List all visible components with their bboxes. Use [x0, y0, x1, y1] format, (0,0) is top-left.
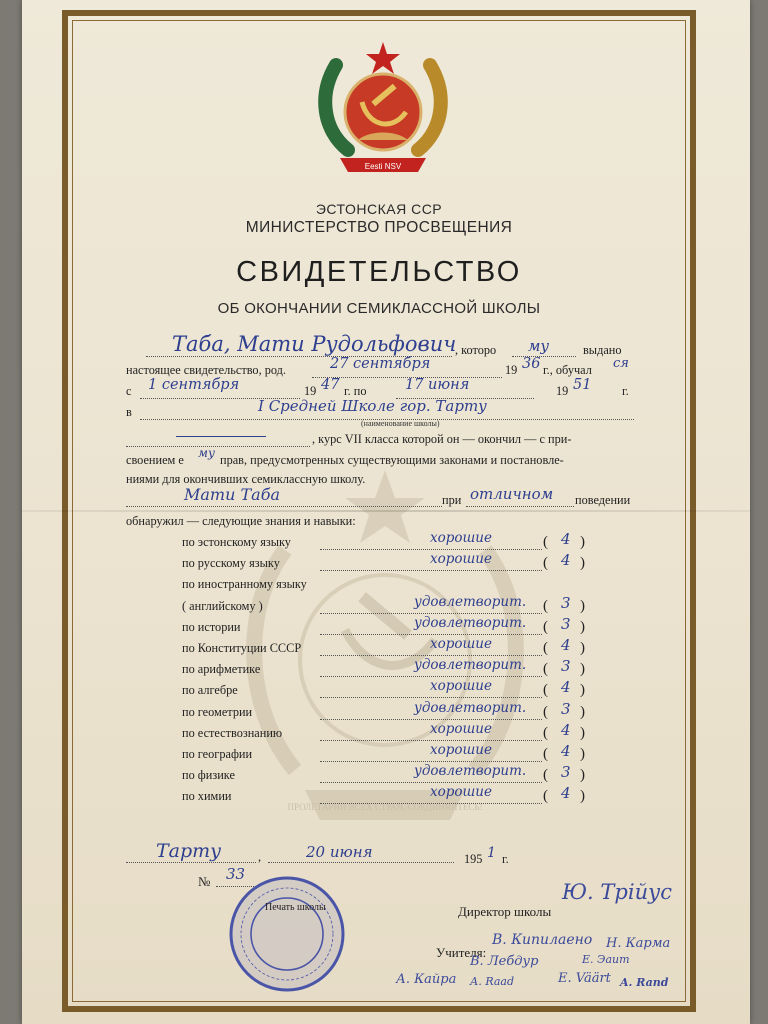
- grade-subject: по физике: [182, 768, 235, 783]
- number-label: №: [198, 874, 211, 889]
- birth-year: 36: [522, 356, 541, 372]
- footer-date: 20 июня: [306, 843, 373, 861]
- grade-underline: [320, 740, 542, 741]
- score-close-paren: ): [580, 682, 585, 699]
- grade-word: удовлетворит.: [414, 657, 527, 674]
- from-label: с: [126, 384, 132, 398]
- para3: ниями для окончивших семиклассную школу.: [126, 472, 366, 486]
- end-date: 17 июня: [405, 377, 470, 393]
- para2-end: прав, предусмотренных существующими законами и постановле-: [220, 453, 564, 467]
- teacher-signature-6: А. Raad: [470, 975, 515, 988]
- footer-city: Тарту: [156, 840, 222, 862]
- line2-label: настоящее свидетельство, род.: [126, 363, 286, 377]
- footer-year-prefix: 195: [464, 852, 483, 866]
- score-open-paren: (: [543, 618, 548, 635]
- grade-score: 3: [561, 763, 571, 782]
- grade-word: хорошие: [430, 720, 492, 737]
- teacher-signature-3: В. Лебдур: [470, 954, 539, 969]
- grade-score: 3: [561, 614, 571, 633]
- teacher-signature-4: Е. Эаит: [582, 953, 630, 966]
- school-stamp-icon: [226, 873, 348, 995]
- score-close-paren: ): [580, 767, 585, 784]
- in-label: в: [126, 405, 132, 419]
- start-year-prefix: 19: [304, 384, 317, 398]
- student-short-underline: [126, 506, 442, 507]
- director-label: Директор школы: [458, 904, 552, 919]
- school-caption: (наименование школы): [361, 419, 440, 428]
- grade-underline: [320, 719, 542, 720]
- grade-subject: по русскому языку: [182, 556, 280, 571]
- footer-year-digit: 1: [487, 845, 496, 861]
- score-close-paren: ): [580, 724, 585, 741]
- grade-subject: по эстонскому языку: [182, 535, 291, 549]
- povedenii-label: поведении: [575, 493, 631, 507]
- score-open-paren: (: [543, 767, 548, 784]
- grade-word: хорошие: [430, 551, 492, 568]
- grade-word: хорошие: [430, 784, 492, 801]
- student-short-name: Мати Таба: [184, 485, 280, 504]
- score-open-paren: (: [543, 640, 548, 656]
- pri-label: при: [442, 493, 462, 507]
- grade-underline: [320, 676, 542, 677]
- city-comma: ,: [258, 850, 262, 864]
- score-close-paren: ): [580, 555, 585, 572]
- header-ssr: ЭСТОНСКАЯ ССР: [315, 201, 443, 217]
- start-year: 47: [321, 377, 340, 393]
- score-open-paren: (: [543, 788, 548, 805]
- watermark-motto: ПРОЛЕТАРИИ ВСЕХ СТРАН, СОЕДИНЯЙТЕСЬ!: [287, 802, 483, 812]
- birth-year-prefix: 19: [505, 363, 518, 377]
- teacher-signature-8: A. Rand: [620, 976, 669, 989]
- document-subtitle: ОБ ОКОНЧАНИИ СЕМИКЛАССНОЙ ШКОЛЫ: [217, 300, 541, 317]
- estonian-ssr-emblem-icon: [318, 40, 448, 185]
- end-g-label: г.: [622, 384, 629, 398]
- grade-score: 4: [561, 784, 571, 803]
- score-close-paren: ): [580, 597, 585, 614]
- obnaruzhil-label: обнаружил — следующие знания и навыки:: [126, 514, 356, 528]
- obuchal-label: г., обучал: [543, 363, 592, 377]
- grade-underline: [320, 613, 542, 614]
- grade-underline: [320, 634, 542, 635]
- grade-score: 4: [561, 530, 571, 548]
- grade-subject: по истории: [182, 619, 241, 634]
- grade-score: 4: [561, 636, 571, 654]
- grade-word: хорошие: [430, 678, 492, 695]
- grade-subject: по химии: [182, 789, 232, 804]
- grade-word: удовлетворит.: [414, 593, 527, 610]
- date-underline: [268, 862, 454, 863]
- end-year: 51: [573, 377, 592, 393]
- score-close-paren: ): [580, 661, 585, 678]
- grade-subject: по геометрии: [182, 704, 253, 719]
- grade-score: 3: [561, 593, 571, 612]
- grade-score: 4: [561, 720, 571, 739]
- city-underline: [126, 862, 256, 863]
- teachers-label: Учителя:: [436, 945, 487, 960]
- score-close-paren: ): [580, 618, 585, 635]
- behavior: отличном: [470, 485, 554, 503]
- grade-underline: [320, 570, 542, 571]
- score-open-paren: (: [543, 682, 548, 699]
- end-year-prefix: 19: [556, 384, 569, 398]
- grade-underline: [320, 803, 542, 804]
- kurs-text: , курс VII класса которой он — окончил — с при-: [312, 432, 572, 446]
- document-title: СВИДЕТЕЛЬСТВО: [236, 256, 522, 288]
- grade-underline: [320, 697, 542, 698]
- grade-score: 3: [561, 657, 571, 676]
- score-open-paren: (: [543, 534, 548, 550]
- grade-subject: по алгебре: [182, 683, 238, 698]
- grade-word: хорошие: [430, 742, 492, 758]
- grade-word: удовлетворит.: [414, 699, 527, 716]
- score-close-paren: ): [580, 788, 585, 805]
- komu-handwritten: му: [528, 337, 550, 355]
- grade-underline: [320, 761, 542, 762]
- score-close-paren: ): [580, 534, 585, 550]
- teacher-signature-2: Н. Карма: [606, 936, 671, 951]
- score-open-paren: (: [543, 597, 548, 614]
- vydano-label: выдано: [583, 343, 622, 357]
- birth-date: 27 сентября: [330, 356, 431, 372]
- score-close-paren: ): [580, 746, 585, 762]
- grade-underline: [320, 549, 542, 550]
- grade-underline: [320, 655, 542, 656]
- grade-score: 3: [561, 699, 571, 718]
- grade-word: хорошие: [430, 530, 492, 546]
- grade-word: удовлетворит.: [414, 614, 527, 631]
- grade-score: 4: [561, 551, 571, 570]
- score-open-paren: (: [543, 555, 548, 572]
- emblem-ribbon-text: Eesti NSV: [364, 162, 402, 171]
- teacher-signature-7: Е. Väärt: [558, 971, 611, 986]
- grade-subject: по арифметике: [182, 662, 261, 677]
- teacher-signature-1: В. Кипилаено: [492, 932, 593, 948]
- header-ministry: МИНИСТЕРСТВО ПРОСВЕЩЕНИЯ: [245, 219, 513, 236]
- grade-subject: ( английскому ): [182, 598, 263, 613]
- blank-underline: [126, 446, 310, 447]
- teacher-signature-5: А. Кайра: [396, 972, 457, 987]
- score-close-paren: ): [580, 703, 585, 720]
- grade-subject: по естествознанию: [182, 725, 283, 740]
- score-open-paren: (: [543, 661, 548, 678]
- stamp-label: Печать школы: [265, 902, 326, 913]
- komu-label: , которо: [455, 343, 497, 357]
- score-open-paren: (: [543, 746, 548, 762]
- behavior-underline: [466, 506, 574, 507]
- score-close-paren: ): [580, 640, 585, 656]
- grade-score: 4: [561, 678, 571, 697]
- score-open-paren: (: [543, 703, 548, 720]
- start-date: 1 сентября: [148, 377, 240, 393]
- para2-handwritten: му: [198, 446, 215, 460]
- para2-start: своением е: [126, 453, 184, 467]
- score-open-paren: (: [543, 724, 548, 741]
- obuchal-handwritten: ся: [613, 356, 629, 371]
- grade-word: хорошие: [430, 636, 492, 652]
- certificate-number: 33: [226, 865, 246, 883]
- footer-g-label: г.: [502, 852, 509, 866]
- grade-subject: по Конституции СССР: [182, 641, 302, 655]
- blank-dash: [176, 436, 266, 437]
- g-po-label: г. по: [344, 384, 367, 398]
- school-name: I Средней Школе гор. Тарту: [258, 397, 487, 415]
- grade-subject: по географии: [182, 747, 253, 761]
- grade-score: 4: [561, 742, 571, 760]
- director-signature: Ю. Трiйус: [562, 880, 673, 904]
- student-full-name: Таба, Мати Рудольфович: [172, 332, 457, 356]
- grade-subject: по иностранному языку: [182, 577, 307, 592]
- grade-word: удовлетворит.: [414, 763, 527, 780]
- grade-underline: [320, 782, 542, 783]
